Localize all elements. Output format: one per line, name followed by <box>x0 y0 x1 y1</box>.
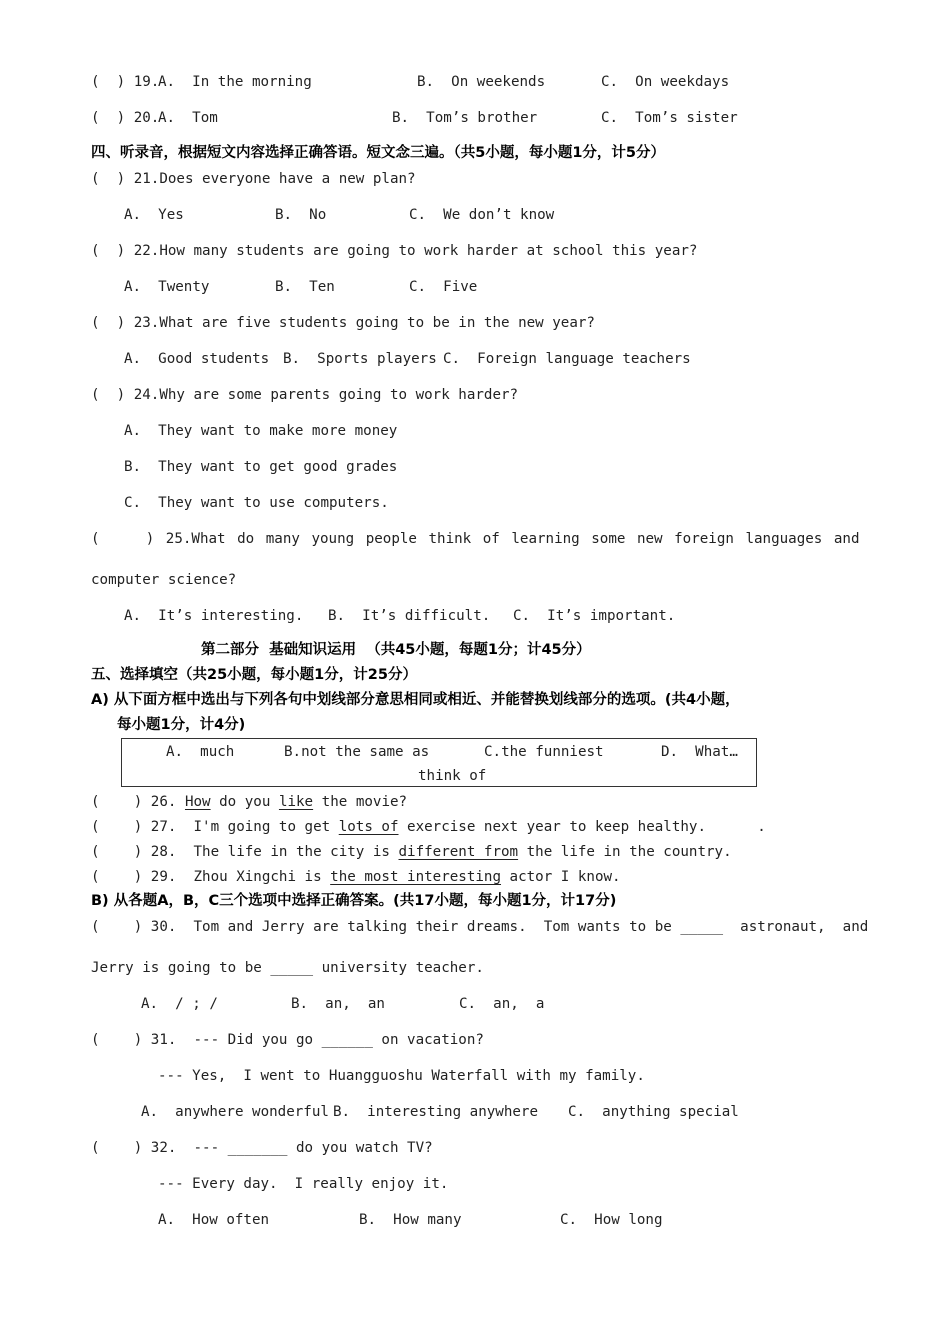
q30-option-b: B. an, an <box>291 996 385 1012</box>
q21-option-b: B. No <box>275 207 327 223</box>
q26-suffix: the movie? <box>313 794 408 810</box>
q29-line <box>91 867 621 887</box>
q27-prefix: ( ) 27. I'm going to get <box>91 819 339 835</box>
q20-option-b: B. Tom’s brother <box>392 110 538 126</box>
q30-option-c: C. an, a <box>459 996 545 1012</box>
q28-line <box>91 842 732 862</box>
q32-reply: --- Every day. I really enjoy it. <box>158 1176 449 1192</box>
q24-stem: ( ) 24.Why are some parents going to work harder? <box>91 387 519 403</box>
q28-prefix: ( ) 28. The life in the city is <box>91 844 399 860</box>
section-a-heading-continued: 每小题1分，计4分) <box>117 717 246 733</box>
section-b-heading: B) 从各题A，B，C三个选项中选择正确答案。(共17小题，每小题1分，计17分) <box>91 893 617 909</box>
q23-option-c: C. Foreign language teachers <box>443 351 691 367</box>
q27-underlined: lots of <box>338 819 399 835</box>
q28-suffix: the life in the country. <box>518 844 732 860</box>
q32-option-a: A. How often <box>158 1212 270 1228</box>
q24-option-b: B. They want to get good grades <box>124 459 398 475</box>
q26-underlined-2: like <box>278 794 314 810</box>
q26-middle: do you <box>210 794 279 810</box>
q24-option-c: C. They want to use computers. <box>124 495 389 511</box>
section-4-heading: 四、听录音，根据短文内容选择正确答语。短文念三遍。（共5小题，每小题1分，计5分） <box>91 145 666 161</box>
part-2-heading: 第二部分 基础知识运用 （共45小题，每题1分；计45分） <box>201 642 591 658</box>
q32-option-c: C. How long <box>560 1212 663 1228</box>
q27-suffix: exercise next year to keep healthy. . <box>398 819 766 835</box>
q22-option-a: A. Twenty <box>124 279 210 295</box>
q29-prefix: ( ) 29. Zhou Xingchi is <box>91 869 331 885</box>
q23-stem: ( ) 23.What are five students going to be in the new year? <box>91 315 595 331</box>
q25-option-a: A. It’s interesting. <box>124 608 304 624</box>
q19-option-c: C. On weekdays <box>601 74 730 90</box>
q25-option-c: C. It’s important. <box>513 608 676 624</box>
q25-stem: ( ) 25.What do many young people think of learning some new foreign languages and <box>91 531 860 547</box>
q22-stem: ( ) 22.How many students are going to work harder at school this year? <box>91 243 698 259</box>
q26-line <box>91 792 407 812</box>
q31-option-a: A. anywhere wonderful <box>141 1104 329 1120</box>
box-option-d-continued: think of <box>418 768 487 784</box>
q27-line <box>91 817 766 837</box>
q21-option-a: A. Yes <box>124 207 184 223</box>
q30-stem-continued: Jerry is going to be _____ university teacher. <box>91 960 484 976</box>
q25-stem-continued: computer science? <box>91 572 237 588</box>
box-option-b: B.not the same as <box>284 744 430 760</box>
q22-option-c: C. Five <box>409 279 478 295</box>
q29-suffix: actor I know. <box>501 869 621 885</box>
q20-option-a: A. Tom <box>158 110 218 126</box>
q19-option-b: B. On weekends <box>417 74 546 90</box>
q32-stem: ( ) 32. --- _______ do you watch TV? <box>91 1140 433 1156</box>
box-option-d: D. What… <box>661 744 738 760</box>
q20-paren: ( ) 20. <box>91 110 160 126</box>
box-option-a: A. much <box>166 744 235 760</box>
q31-option-b: B. interesting anywhere <box>333 1104 538 1120</box>
q26-prefix: ( ) 26. <box>91 794 185 810</box>
section-5-heading: 五、选择填空（共25小题，每小题1分，计25分） <box>91 667 417 683</box>
q19-paren: ( ) 19. <box>91 74 160 90</box>
q21-option-c: C. We don’t know <box>409 207 555 223</box>
q21-stem: ( ) 21.Does everyone have a new plan? <box>91 171 416 187</box>
q30-option-a: A. / ; / <box>141 996 218 1012</box>
q22-option-b: B. Ten <box>275 279 335 295</box>
q20-option-c: C. Tom’s sister <box>601 110 738 126</box>
q31-reply: --- Yes, I went to Huangguoshu Waterfall with my family. <box>158 1068 645 1084</box>
q32-option-b: B. How many <box>359 1212 462 1228</box>
section-a-heading: A) 从下面方框中选出与下列各句中划线部分意思相同或相近、并能替换划线部分的选项。(共4小题， <box>91 692 740 708</box>
box-option-c: C.the funniest <box>484 744 604 760</box>
q24-option-a: A. They want to make more money <box>124 423 398 439</box>
q25-option-b: B. It’s difficult. <box>328 608 491 624</box>
q19-option-a: A. In the morning <box>158 74 312 90</box>
q31-option-c: C. anything special <box>568 1104 739 1120</box>
q23-option-b: B. Sports players <box>283 351 437 367</box>
q29-underlined: the most interesting <box>330 869 502 885</box>
q23-option-a: A. Good students <box>124 351 270 367</box>
q28-underlined: different from <box>398 844 519 860</box>
q26-underlined-1: How <box>184 794 211 810</box>
q31-stem: ( ) 31. --- Did you go ______ on vacation? <box>91 1032 484 1048</box>
q30-stem: ( ) 30. Tom and Jerry are talking their dreams. Tom wants to be _____ astronaut, and <box>91 919 869 935</box>
